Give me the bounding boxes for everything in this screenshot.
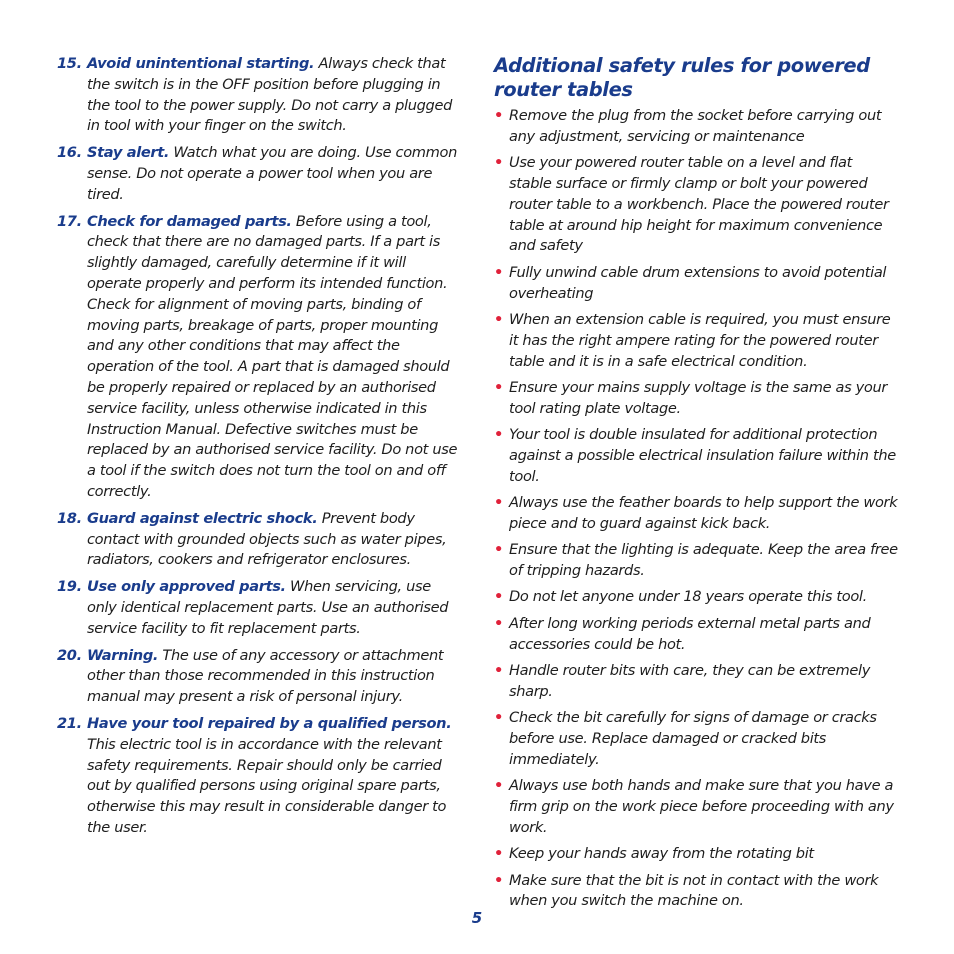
list-item-text: When an extension cable is required, you must ensure it has the right ampere rating for the powered router table and it is in a safe electrical condition.: [509, 310, 891, 370]
section-heading: Additional safety rules for powered router tables: [494, 54, 870, 101]
item-body: Before using a tool, check that there are no damaged parts. If a part is slightly damaged, carefully determine if it will operate properly and perform its intended function. Check for alignment of moving parts, binding of moving parts, breakage of parts, proper mounting and any other conditions that may affect the operation of the tool. A part that is damaged should be properly repaired or replaced by an authorised service facility, unless otherwise indicated in this Instruction Manual. Defective switches must be replaced by an authorised service facility. Do not use a tool if the switch does not turn the tool on and off correctly.: [87, 212, 458, 500]
item-number: 18.: [57, 509, 82, 527]
list-item: [494, 844, 898, 865]
bullet-dot-icon: •: [494, 107, 503, 124]
bullet-dot-icon: •: [494, 378, 503, 396]
bullet-list: [494, 106, 898, 912]
item-body: When servicing, use only identical replacement parts. Use an authorised service facility to fit replacement parts.: [87, 578, 449, 637]
list-item: [494, 614, 898, 656]
bullet-dot-icon: •: [494, 614, 503, 632]
list-item: [494, 587, 898, 608]
item-body: Always check that the switch is in the OFF position before plugging in the tool to the power supply. Do not carry a plugged in tool with your finger on the switch.: [87, 55, 453, 135]
list-item: [494, 153, 898, 257]
safety-item-17: [57, 212, 461, 503]
list-item: [494, 425, 898, 487]
list-item-text: Ensure that the lighting is adequate. Keep the area free of tripping hazards.: [509, 541, 898, 580]
list-item: [494, 263, 898, 305]
list-item-text: Always use the feather boards to help support the work piece and to guard against kick back.: [509, 494, 898, 532]
bullet-dot-icon: •: [494, 426, 503, 444]
list-item-text: Use your powered router table on a level and flat stable surface or firmly clamp or bolt your powered router table to a workbench. Place the powered router table at around hip height for maximum convenience and safety: [509, 154, 889, 255]
bullet-dot-icon: •: [494, 541, 503, 559]
item-number: 17.: [57, 212, 82, 230]
item-lead: Have your tool repaired by a qualified person.: [87, 714, 452, 732]
list-item-text: Your tool is double insulated for additional protection against a possible electrical insulation failure within the tool.: [509, 426, 896, 485]
list-item-text: Always use both hands and make sure that you have a firm grip on the work piece before proceeding with any work.: [509, 777, 894, 836]
list-item-text: Handle router bits with care, they can be extremely sharp.: [509, 662, 871, 700]
item-lead: Guard against electric shock.: [87, 509, 318, 527]
list-item: [494, 540, 898, 582]
list-item-text: Keep your hands away from the rotating bit: [509, 845, 814, 863]
item-number: 15.: [57, 55, 82, 72]
bullet-dot-icon: •: [494, 310, 503, 328]
item-body: This electric tool is in accordance with the relevant safety requirements. Repair should only be carried out by qualified persons using original spare parts, otherwise this may result in considerable danger to the user.: [87, 735, 447, 836]
item-lead: Avoid unintentional starting.: [87, 55, 315, 72]
list-item-text: Check the bit carefully for signs of damage or cracks before use. Replace damaged or cracked bits immediately.: [509, 709, 877, 768]
bullet-dot-icon: •: [494, 845, 503, 863]
item-body: The use of any accessory or attachment other than those recommended in this instruction manual may present a risk of personal injury.: [87, 646, 444, 706]
safety-item-15: [57, 54, 461, 137]
list-item: [494, 106, 898, 148]
list-item-text: Make sure that the bit is not in contact with the work when you switch the machine on.: [509, 871, 879, 910]
list-item: [494, 378, 898, 420]
page-number: 5: [471, 909, 483, 927]
list-item-text: Ensure your mains supply voltage is the same as your tool rating plate voltage.: [509, 378, 888, 417]
bullet-dot-icon: •: [494, 777, 503, 795]
item-lead: Use only approved parts.: [87, 578, 286, 596]
list-item-text: Remove the plug from the socket before carrying out any adjustment, servicing or maintenance: [509, 107, 882, 145]
left-column: [57, 54, 461, 845]
list-item: [494, 708, 898, 770]
item-body: Prevent body contact with grounded objects such as water pipes, radiators, cookers and refrigerator enclosures.: [87, 509, 447, 569]
bullet-dot-icon: •: [494, 709, 503, 727]
safety-item-19: [57, 577, 461, 639]
item-number: 19.: [57, 578, 82, 596]
bullet-dot-icon: •: [494, 871, 503, 889]
item-lead: Check for damaged parts.: [87, 212, 292, 230]
safety-item-20: [57, 646, 461, 708]
list-item-text: After long working periods external metal parts and accessories could be hot.: [509, 614, 871, 653]
right-column: [494, 54, 898, 918]
list-item-text: Fully unwind cable drum extensions to avoid potential overheating: [509, 263, 887, 302]
safety-item-16: [57, 143, 461, 205]
safety-item-21: [57, 714, 461, 839]
bullet-dot-icon: •: [494, 588, 503, 606]
item-number: 21.: [57, 714, 82, 732]
list-item-text: Do not let anyone under 18 years operate this tool.: [509, 588, 867, 606]
bullet-dot-icon: •: [494, 662, 503, 680]
item-lead: Stay alert.: [87, 144, 170, 162]
item-number: 20.: [57, 646, 82, 664]
list-item: [494, 493, 898, 535]
list-item: [494, 776, 898, 838]
bullet-dot-icon: •: [494, 494, 503, 512]
item-body: Watch what you are doing. Use common sense. Do not operate a power tool when you are tired.: [87, 144, 458, 203]
bullet-dot-icon: •: [494, 263, 503, 281]
list-item: [494, 310, 898, 372]
item-lead: Warning.: [87, 646, 159, 664]
safety-item-18: [57, 509, 461, 571]
bullet-dot-icon: •: [494, 154, 503, 172]
item-number: 16.: [57, 144, 82, 162]
list-item: [494, 871, 898, 913]
list-item: [494, 661, 898, 703]
